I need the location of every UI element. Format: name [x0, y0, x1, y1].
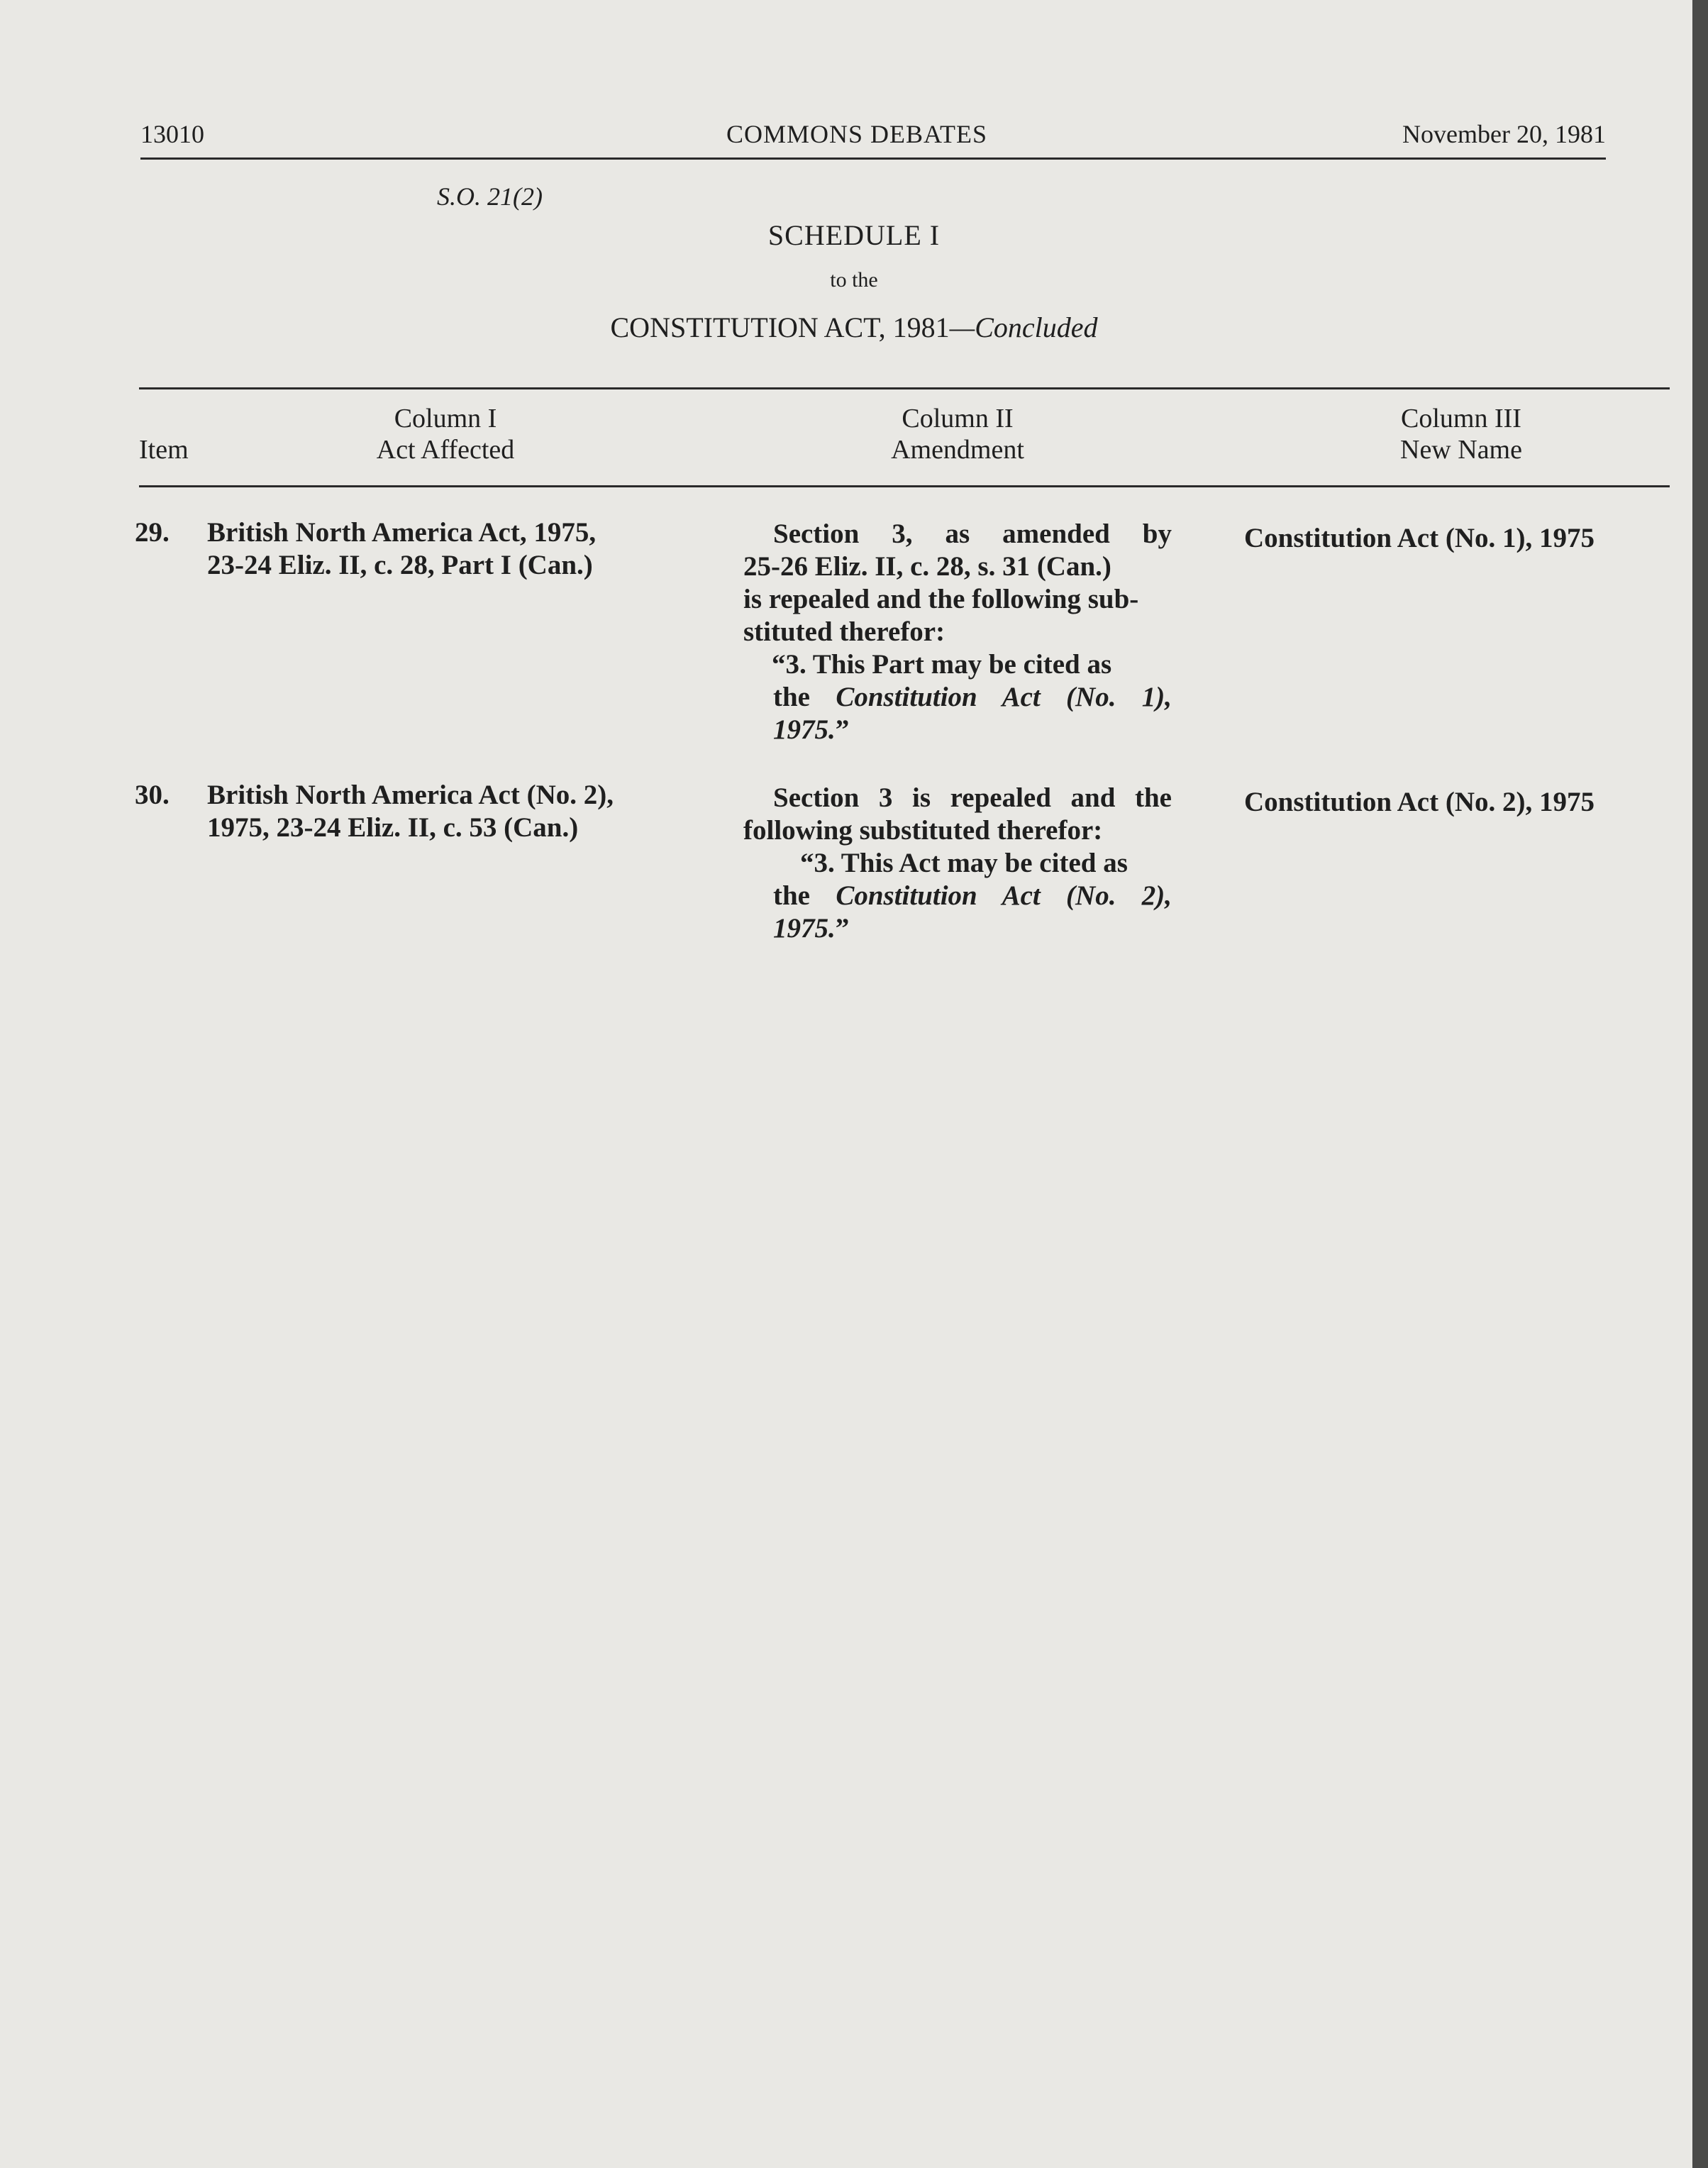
amendment-line: Section 3, as amended by — [773, 519, 1172, 549]
schedule-subtitle: to the — [830, 268, 878, 292]
amendment-line: is repealed and the following sub- — [743, 584, 1139, 614]
column-header-amendment — [816, 403, 1099, 465]
act-affected-line: 1975, 23-24 Eliz. II, c. 53 (Can.) — [207, 812, 579, 843]
amendment-line: “3. This Act may be cited as — [800, 848, 1128, 878]
standing-order-ref: S.O. 21(2) — [437, 182, 543, 211]
act-affected — [207, 779, 711, 844]
new-name: Constitution Act (No. 2), 1975 — [1244, 787, 1595, 817]
act-affected — [207, 516, 711, 582]
column-header-line: Column II — [902, 404, 1014, 433]
schedule-act-suffix: —Concluded — [949, 311, 1098, 343]
amendment-text-italic: Constitution Act (No. 1), — [836, 682, 1172, 712]
amendment-line — [743, 880, 1172, 912]
amendment-text-italic: 1975. — [773, 714, 836, 745]
amendment-text-plain: ” — [835, 714, 850, 745]
column-header-line: Column I — [394, 404, 497, 433]
column-header-item: Item — [139, 435, 189, 465]
amendment-line: following substituted therefor: — [743, 815, 1103, 846]
table-header-rule — [139, 485, 1670, 487]
column-header-line: Act Affected — [376, 435, 515, 465]
new-name: Constitution Act (No. 1), 1975 — [1244, 523, 1595, 553]
amendment-line — [743, 912, 1172, 945]
amendment-text-italic: 1975. — [773, 913, 836, 944]
page-date: November 20, 1981 — [1402, 120, 1606, 148]
column-header-act-affected — [304, 403, 587, 465]
schedule-act-title — [0, 311, 1708, 344]
page-number: 13010 — [140, 120, 204, 148]
amendment-text-italic: Constitution Act (No. 2), — [836, 880, 1172, 911]
act-affected-line: British North America Act (No. 2), — [207, 780, 614, 810]
amendment-text — [743, 518, 1172, 746]
column-header-new-name — [1319, 403, 1603, 465]
act-affected-line: British North America Act, 1975, — [207, 517, 597, 548]
amendment-line — [743, 681, 1172, 714]
amendment-line: stituted therefor: — [743, 616, 946, 647]
act-affected-line: 23-24 Eliz. II, c. 28, Part I (Can.) — [207, 550, 593, 580]
running-title: COMMONS DEBATES — [726, 120, 988, 148]
amendment-line — [743, 714, 1172, 746]
amendment-line: “3. This Part may be cited as — [772, 649, 1112, 680]
item-number: 30. — [135, 780, 170, 810]
table-top-rule — [139, 387, 1670, 389]
item-number: 29. — [135, 517, 170, 548]
column-header-line: Amendment — [891, 435, 1024, 465]
column-header-line: Column III — [1401, 404, 1521, 433]
amendment-text — [743, 782, 1172, 945]
amendment-text-plain: the — [773, 682, 810, 712]
schedule-title: SCHEDULE I — [767, 219, 941, 251]
amendment-text-plain: the — [773, 880, 810, 911]
header-rule — [140, 157, 1606, 160]
amendment-line: Section 3 is repealed and the — [773, 782, 1172, 813]
column-header-line: New Name — [1400, 435, 1522, 465]
amendment-line: 25-26 Eliz. II, c. 28, s. 31 (Can.) — [743, 551, 1111, 582]
schedule-act-name: CONSTITUTION ACT, 1981 — [610, 311, 950, 343]
amendment-text-plain: ” — [835, 913, 850, 944]
